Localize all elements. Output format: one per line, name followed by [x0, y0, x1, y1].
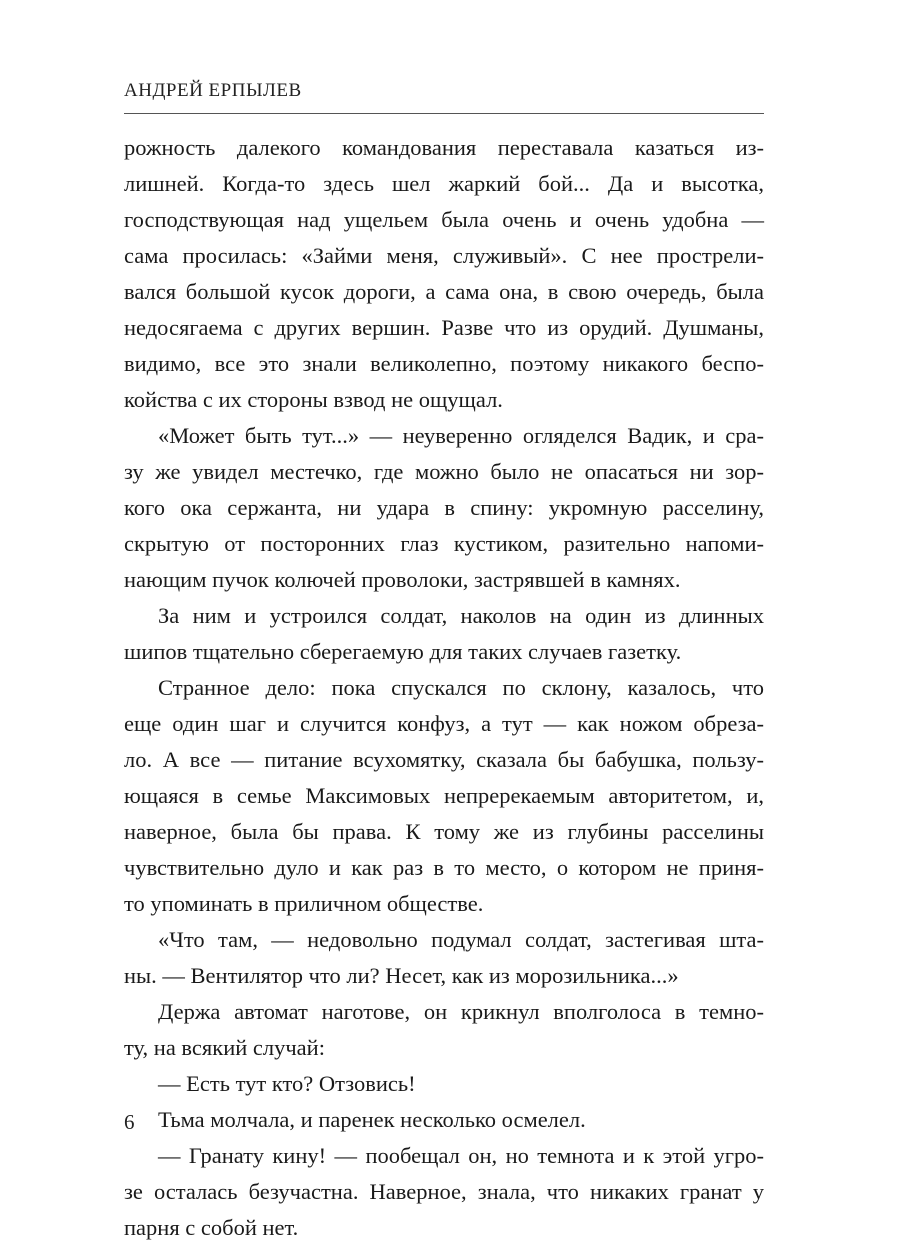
text-line: ту, на всякий случай: [124, 1035, 325, 1060]
running-head: АНДРЕЙ ЕРПЫЛЕВ [124, 80, 302, 101]
text-line: зу же увидел местечко, где можно было не опасаться ни зор- [124, 459, 764, 484]
text-line: «Может быть тут...» — неуверенно огляделся Вадик, и сра- [158, 423, 764, 448]
text-line: рожность далекого командования переставала казаться из- [124, 135, 764, 160]
text-line: зе осталась безучастна. Наверное, знала, что никаких гранат у [124, 1179, 764, 1204]
text-line: наверное, была бы права. К тому же из глубины расселины [124, 819, 764, 844]
text-line: недосягаема с других вершин. Разве что из орудий. Душманы, [124, 315, 764, 340]
text-line: — Гранату кину! — пообещал он, но темнота и к этой угро- [158, 1143, 764, 1168]
text-line: то упоминать в приличном обществе. [124, 891, 484, 916]
text-line: чувствительно дуло и как раз в то место, о котором не приня- [124, 855, 764, 880]
text-line: койства с их стороны взвод не ощущал. [124, 387, 503, 412]
text-line: нающим пучок колючей проволоки, застрявшей в камнях. [124, 567, 681, 592]
text-line: ло. А все — питание всухомятку, сказала бы бабушка, пользу- [124, 747, 764, 772]
text-line: «Что там, — недовольно подумал солдат, застегивая шта- [158, 927, 764, 952]
text-line: видимо, все это знали великолепно, поэтому никакого беспо- [124, 351, 764, 376]
text-line: лишней. Когда-то здесь шел жаркий бой... Да и высотка, [124, 171, 764, 196]
text-line: скрытую от посторонних глаз кустиком, разительно напоми- [124, 531, 764, 556]
text-line: Тьма молчала, и паренек несколько осмелел. [158, 1107, 586, 1132]
page-number: 6 [124, 1110, 135, 1134]
text-line: вался большой кусок дороги, а сама она, в свою очередь, была [124, 279, 764, 304]
header-rule [124, 113, 764, 114]
text-line: кого ока сержанта, ни удара в спину: укромную расселину, [124, 495, 764, 520]
text-line: ющаяся в семье Максимовых непререкаемым авторитетом, и, [124, 783, 764, 808]
text-line: шипов тщательно сберегаемую для таких случаев газетку. [124, 639, 682, 664]
text-line: ны. — Вентилятор что ли? Несет, как из морозильника...» [124, 963, 679, 988]
text-line: — Есть тут кто? Отзовись! [158, 1071, 416, 1096]
text-line: еще один шаг и случится конфуз, а тут — как ножом обреза- [124, 711, 764, 736]
body-text [124, 130, 764, 1246]
text-line: сама просилась: «Займи меня, служивый». С нее прострели- [124, 243, 764, 268]
text-line: господствующая над ущельем была очень и очень удобна — [124, 207, 764, 232]
text-line: Держа автомат наготове, он крикнул вполголоса в темно- [158, 999, 764, 1024]
text-line: парня с собой нет. [124, 1215, 299, 1240]
text-line: Странное дело: пока спускался по склону, казалось, что [158, 675, 764, 700]
text-line: За ним и устроился солдат, наколов на один из длинных [158, 603, 764, 628]
